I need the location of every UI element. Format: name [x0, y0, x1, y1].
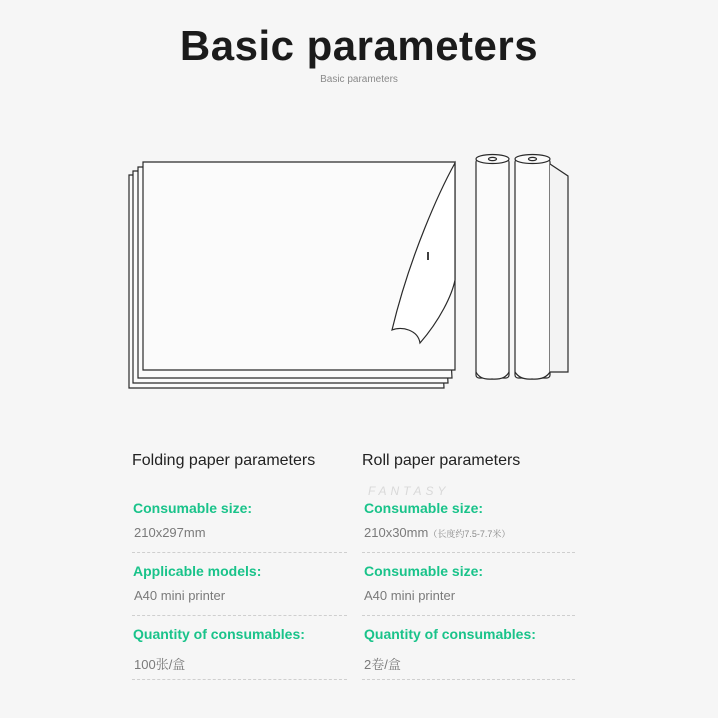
- folding-size-value: 210x297mm: [134, 525, 206, 540]
- divider: [362, 679, 575, 680]
- roll-size-text: 210x30mm: [364, 525, 429, 540]
- folding-paper-stack-icon: [129, 162, 455, 388]
- divider: [132, 615, 347, 616]
- watermark: FANTASY: [368, 484, 450, 498]
- folding-quantity-value: 100张/盒: [134, 657, 186, 672]
- roll-paper-icon: [476, 155, 568, 380]
- page-subtitle: Basic parameters: [320, 74, 398, 85]
- roll-quantity-label: Quantity of consumables:: [364, 626, 536, 642]
- page-title: Basic parameters: [179, 22, 539, 69]
- folding-models-value: A40 mini printer: [134, 588, 226, 603]
- divider: [132, 552, 347, 553]
- roll-models-label: Consumable size:: [364, 563, 484, 579]
- roll-models-value: A40 mini printer: [364, 588, 456, 603]
- folding-paper-heading: Folding paper parameters: [132, 452, 316, 469]
- roll-quantity-value: 2卷/盒: [364, 657, 401, 672]
- divider: [362, 615, 575, 616]
- roll-size-label: Consumable size:: [364, 500, 484, 516]
- roll-size-value: [364, 525, 510, 540]
- folding-models-label: Applicable models:: [133, 563, 262, 579]
- folding-quantity-label: Quantity of consumables:: [133, 626, 305, 642]
- roll-paper-heading: Roll paper parameters: [362, 452, 521, 469]
- folding-size-label: Consumable size:: [133, 500, 253, 516]
- roll-length-note: （长度约7.5-7.7米）: [428, 529, 511, 539]
- divider: [362, 552, 575, 553]
- divider: [132, 679, 347, 680]
